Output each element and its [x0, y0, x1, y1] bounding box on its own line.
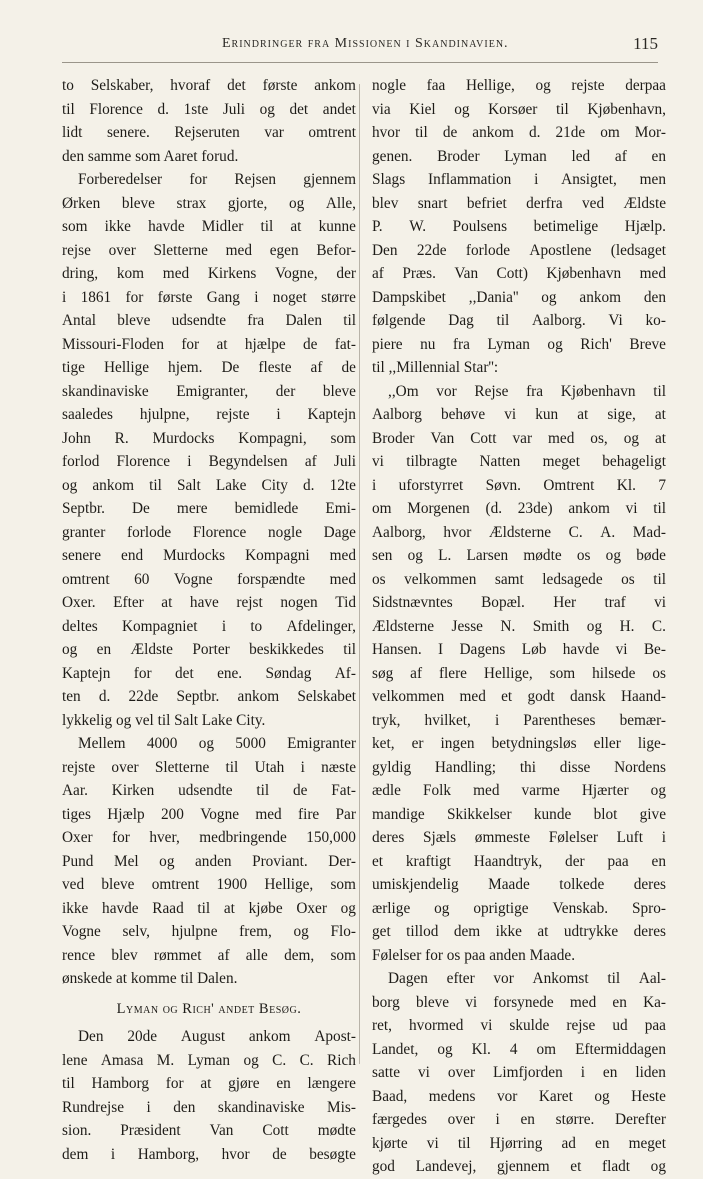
text-line: af Præs. Van Cott) Kjøbenhavn med: [372, 265, 666, 282]
text-column-left: [62, 74, 356, 1166]
text-line: lidt senere. Rejseruten var omtrent: [62, 124, 356, 141]
text-line: Ørken bleve strax gjorte, og Alle,: [62, 194, 356, 212]
text-line: Oxer. Efter at have rejst nogen Tid: [62, 594, 356, 611]
text-line: dring, kom med Kirkens Vogne, der: [62, 265, 356, 282]
text-line: i 1861 for første Gang i noget større: [62, 288, 356, 306]
text-line: forlod Florence i Begyndelsen af Juli: [62, 453, 356, 470]
text-line: Aalborg, hvor Ældsterne C. A. Mad-: [372, 523, 666, 541]
text-line: tryk, hvilket, i Parentheses bemær-: [372, 711, 666, 729]
header-rule: [62, 62, 658, 63]
text-line: Septbr. De mere bemidlede Emi-: [62, 500, 356, 517]
text-line: som ikke havde Midler til at kunne: [62, 218, 356, 235]
text-line: genen. Broder Lyman led af en: [372, 147, 666, 165]
text-line: sion. Præsident Van Cott mødte: [62, 1122, 356, 1139]
text-line: skandinaviske Emigranter, der bleve: [62, 382, 356, 400]
text-line: John R. Murdocks Kompagni, som: [62, 429, 356, 447]
text-line: Pund Mel og anden Proviant. Der-: [62, 852, 356, 870]
text-line: om Morgenen (d. 23de) ankom vi til: [372, 500, 666, 517]
text-line: deltes Kompagniet i to Afdelinger,: [62, 617, 356, 635]
text-line: god Landevej, gjennem et fladt og: [372, 1158, 666, 1175]
text-line: til Florence d. 1ste Juli og det andet: [62, 100, 356, 118]
text-line: hvor til de ankom d. 21de om Mor-: [372, 124, 666, 141]
text-line: lene Amasa M. Lyman og C. C. Rich: [62, 1051, 356, 1069]
text-line: ret, hvormed vi skulde rejse ud paa: [372, 1017, 666, 1034]
text-line: rejse over Sletterne med egen Befor-: [62, 241, 356, 259]
text-line: omtrent 60 Vogne forspændte med: [62, 570, 356, 588]
text-line: færgedes over i en større. Derefter: [372, 1111, 666, 1128]
text-line: blev snart befriet derfra ved Ældste: [372, 194, 666, 212]
text-line: ædle Folk med varme Hjærter og: [372, 782, 666, 799]
text-line: Slags Inflammation i Ansigtet, men: [372, 171, 666, 188]
text-line: den samme som Aaret forud.: [62, 147, 239, 165]
text-line: ket, er ingen betydningsløs eller lige-: [372, 735, 666, 752]
text-line: via Kiel og Korsøer til Kjøbenhavn,: [372, 100, 666, 118]
text-line: rence blev rømmet af alle dem, som: [62, 946, 356, 964]
text-line: Rundrejse i den skandinaviske Mis-: [62, 1098, 356, 1116]
text-line: velkommen med et godt dansk Haand-: [372, 688, 666, 705]
text-line: piere nu fra Lyman og Rich' Breve: [372, 335, 666, 353]
text-line: Forberedelser for Rejsen gjennem: [78, 171, 356, 188]
text-line: deres Sjæls ømmeste Følelser Luft i: [372, 829, 666, 846]
page-header: [62, 36, 658, 60]
text-line: i uforstyrret Søvn. Omtrent Kl. 7: [372, 476, 666, 494]
text-line: Dampskibet ,,Dania'' og ankom den: [372, 288, 666, 306]
text-line: ønskede at komme til Dalen.: [62, 970, 238, 987]
text-line: tiges Hjælp 200 Vogne med fire Par: [62, 805, 356, 823]
text-line: tige Hellige hjem. De fleste af de: [62, 359, 356, 376]
text-line: nogle faa Hellige, og rejste derpaa: [372, 77, 666, 94]
text-line: og ankom til Salt Lake City d. 12te: [62, 476, 356, 494]
text-line: P. W. Poulsens betimelige Hjælp.: [372, 218, 666, 235]
text-line: dem i Hamborg, hvor de besøgte: [62, 1145, 356, 1163]
page-number: 115: [633, 34, 658, 53]
text-line: ærlige og oprigtige Venskab. Spro-: [372, 899, 666, 917]
text-line: Aar. Kirken udsendte til de Fat-: [62, 782, 356, 799]
text-line: senere end Murdocks Kompagni med: [62, 547, 356, 564]
text-line: søg af flere Hellige, som hilsede os: [372, 664, 666, 682]
text-line: Den 20de August ankom Apost-: [78, 1028, 356, 1045]
text-line: Aalborg behøve vi kun at sige, at: [372, 406, 666, 423]
text-line: Dagen efter vor Ankomst til Aal-: [388, 970, 666, 987]
column-divider: [359, 84, 360, 1064]
text-line: granter forlode Florence nogle Dage: [62, 523, 356, 541]
text-line: Sidstnævntes Bopæl. Her traf vi: [372, 594, 666, 611]
text-line: Ældsterne Jesse N. Smith og H. C.: [372, 617, 666, 635]
text-line: Hansen. I Dagens Løb havde vi Be-: [372, 641, 666, 658]
text-line: ikke havde Raad til at kjøbe Oxer og: [62, 899, 356, 917]
text-line: mandige Skikkelser kunde blot give: [372, 805, 666, 823]
text-line: gyldig Handling; thi disse Nordens: [372, 758, 666, 776]
text-line: satte vi over Limfjorden i en liden: [372, 1064, 666, 1081]
text-column-right: [372, 74, 666, 1179]
running-head: Erindringer fra Missionen i Skandinavien.: [222, 36, 509, 51]
text-line: vi tilbragte Natten meget behageligt: [372, 453, 666, 470]
text-line: Den 22de forlode Apostlene (ledsaget: [372, 241, 666, 259]
text-line: Baad, medens vor Karet og Heste: [372, 1087, 666, 1105]
text-line: umiskjendelig Maade tolkede deres: [372, 876, 666, 893]
text-line: Kaptejn for det ene. Søndag Af-: [62, 664, 356, 682]
text-line: til ,,Millennial Star'':: [372, 359, 499, 376]
text-line: et kraftigt Haandtryk, der paa en: [372, 852, 666, 870]
text-line: sen og L. Larsen mødte os og bøde: [372, 547, 666, 564]
text-line: Antal bleve udsendte fra Dalen til: [62, 312, 356, 329]
section-heading: Lyman og Rich' andet Besøg.: [116, 1000, 302, 1017]
text-line: til Hamborg for at gjøre en længere: [62, 1075, 356, 1092]
text-line: Landet, og Kl. 4 om Eftermiddagen: [372, 1040, 666, 1058]
text-line: get tillod dem ikke at udtrykke deres: [372, 923, 666, 940]
text-line: Følelser for os paa anden Maade.: [372, 946, 576, 964]
text-line: ten d. 22de Septbr. ankom Selskabet: [62, 688, 356, 705]
text-line: rejste over Sletterne til Utah i næste: [62, 758, 356, 776]
text-line: Vogne selv, hjulpne frem, og Flo-: [62, 923, 356, 940]
text-line: Oxer for hver, medbringende 150,000: [62, 829, 356, 846]
text-line: Missouri-Floden for at hjælpe de fat-: [62, 335, 356, 353]
text-line: Mellem 4000 og 5000 Emigranter: [78, 735, 356, 752]
text-line: to Selskaber, hvoraf det første ankom: [62, 77, 356, 94]
text-line: lykkelig og vel til Salt Lake City.: [62, 711, 266, 729]
text-line: os velkommen samt ledsagede os til: [372, 570, 666, 588]
text-line: ved bleve omtrent 1900 Hellige, som: [62, 876, 356, 893]
text-line: saaledes hjulpne, rejste i Kaptejn: [62, 406, 356, 423]
text-line: kjørte vi til Hjørring ad en meget: [372, 1134, 666, 1152]
text-line: og en Ældste Porter beskikkedes til: [62, 641, 356, 658]
text-line: Broder Van Cott var med os, og at: [372, 429, 666, 447]
text-line: ,,Om vor Rejse fra Kjøbenhavn til: [388, 382, 666, 400]
text-line: følgende Dag til Aalborg. Vi ko-: [372, 312, 666, 329]
text-line: borg bleve vi forsynede med en Ka-: [372, 993, 666, 1011]
